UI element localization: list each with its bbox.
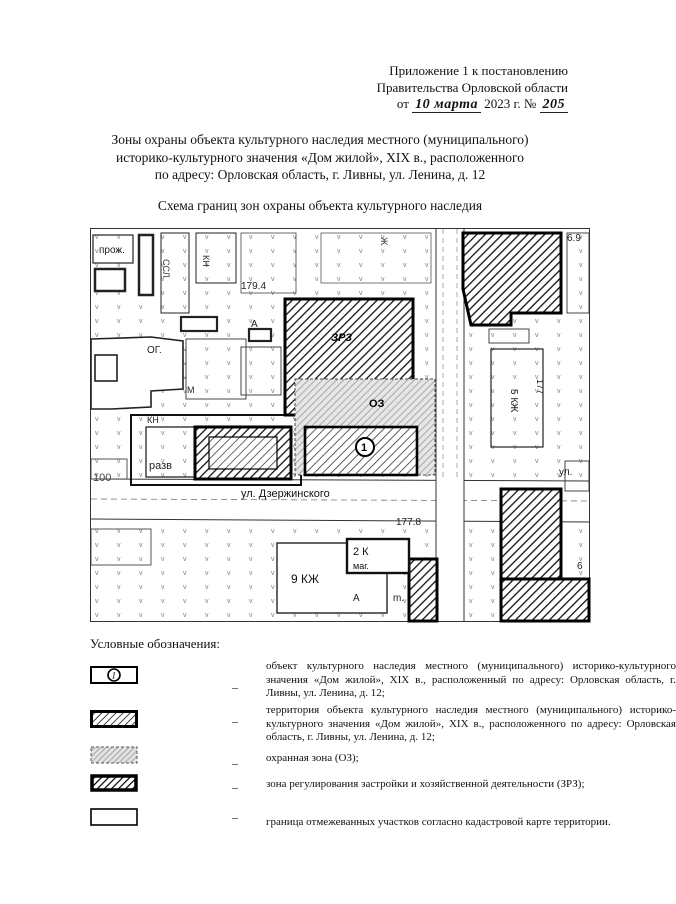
legend-heading: Условные обозначения:	[90, 636, 221, 651]
map-label-zh: Ж	[379, 237, 389, 246]
legend-item-zrz	[90, 774, 590, 798]
map-label-ul: ул.	[559, 467, 573, 478]
appendix-header	[268, 63, 568, 114]
legend-item-territory	[90, 704, 676, 748]
map-label-elev2: 177.8	[396, 517, 422, 528]
map-label-zrz: ЗРЗ	[331, 332, 353, 344]
map-label-m: М	[187, 385, 195, 395]
legend-text-oz: охранная зона (ОЗ);	[266, 752, 359, 764]
legend-dash: –	[232, 810, 238, 824]
legend-dash: –	[232, 756, 238, 770]
handwritten-number: 205	[540, 97, 569, 113]
handwritten-date: 10 марта	[412, 97, 481, 113]
map-label-n69: 6.9	[567, 233, 581, 244]
map-label-kzh5: 5 КЖ	[508, 389, 519, 413]
map-label-mag: маг.	[353, 561, 369, 571]
object-symbol-label: 1	[111, 670, 116, 681]
legend-dash: –	[232, 780, 238, 794]
legend-item-oz	[90, 746, 590, 770]
zone-map	[90, 228, 590, 622]
map-label-a1: А	[251, 319, 258, 330]
zrz-hatch-icon	[90, 774, 138, 792]
map-label-ssl: ССЛ	[161, 259, 171, 278]
legend-dash: –	[232, 680, 238, 694]
territory-hatch-icon	[90, 710, 138, 728]
legend-text-object: объект культурного наследия местного (муниципального) историко-культурного значения «Дом жилой», XIX в., расположенный по адресу: Орловская область, г. Ливны, ул. Ленина, д. 12;	[266, 660, 676, 699]
appendix-line-2: Правительства Орловской области	[376, 79, 568, 95]
legend-text-zrz: зона регулирования застройки и хозяйственной деятельности (ЗРЗ);	[266, 778, 585, 790]
appendix-line-3	[268, 96, 568, 114]
title-line-3: по адресу: Орловская область, г. Ливны, ул. Ленина, д. 12	[154, 167, 486, 182]
boundary-icon	[90, 808, 138, 826]
map-label-oz: ОЗ	[369, 398, 385, 410]
map-label-og: ОГ.	[147, 345, 162, 356]
map-label-obj-num: 1	[361, 442, 368, 454]
title-line-2: историко-культурного значения «Дом жилой», XIX в., расположенного	[115, 149, 524, 165]
map-label-n6: 6	[577, 561, 583, 572]
map-label-kzh9: 9 КЖ	[291, 572, 320, 586]
oz-hatch-icon	[90, 746, 138, 764]
map-label-razv: разв	[149, 460, 172, 472]
map-label-n177: 177	[535, 379, 545, 395]
scheme-subtitle: Схема границ зон охраны объекта культурного наследия	[157, 198, 483, 213]
map-label-kn: КН	[201, 255, 211, 267]
map-label-elev: 179.4	[241, 281, 267, 292]
appendix-year: 2023 г. №	[484, 96, 537, 111]
zone-map-drawing	[91, 229, 589, 621]
legend-dash: –	[232, 714, 238, 728]
appendix-from: от	[396, 96, 409, 111]
map-label-street: ул. Дзержинского	[241, 488, 330, 500]
map-label-a2: А	[353, 593, 360, 604]
object-symbol-icon	[90, 666, 138, 684]
legend-text-boundary: граница отмежеванных участков согласно кадастровой карте территории.	[266, 816, 611, 828]
map-label-proch: прож.	[99, 245, 125, 256]
legend-item-boundary	[90, 808, 611, 832]
map-label-num100: 100	[93, 472, 112, 484]
map-label-kn2: КН	[147, 415, 159, 425]
map-label-k2: 2 К	[353, 546, 369, 558]
appendix-line-1: Приложение 1 к постановлению	[389, 63, 568, 78]
legend-item-object	[90, 660, 676, 706]
title-line-1: Зоны охраны объекта культурного наследия местного (муниципального)	[111, 132, 529, 147]
document-title	[70, 131, 570, 184]
map-label-m2: m.	[393, 593, 405, 604]
legend-text-territory: территория объекта культурного наследия местного (муниципального) историко-культурного значения «Дом жилой», XIX в., расположенного по адресу: Орловская область, г. Ливны, ул. Ленина, д. 12;	[266, 704, 676, 743]
